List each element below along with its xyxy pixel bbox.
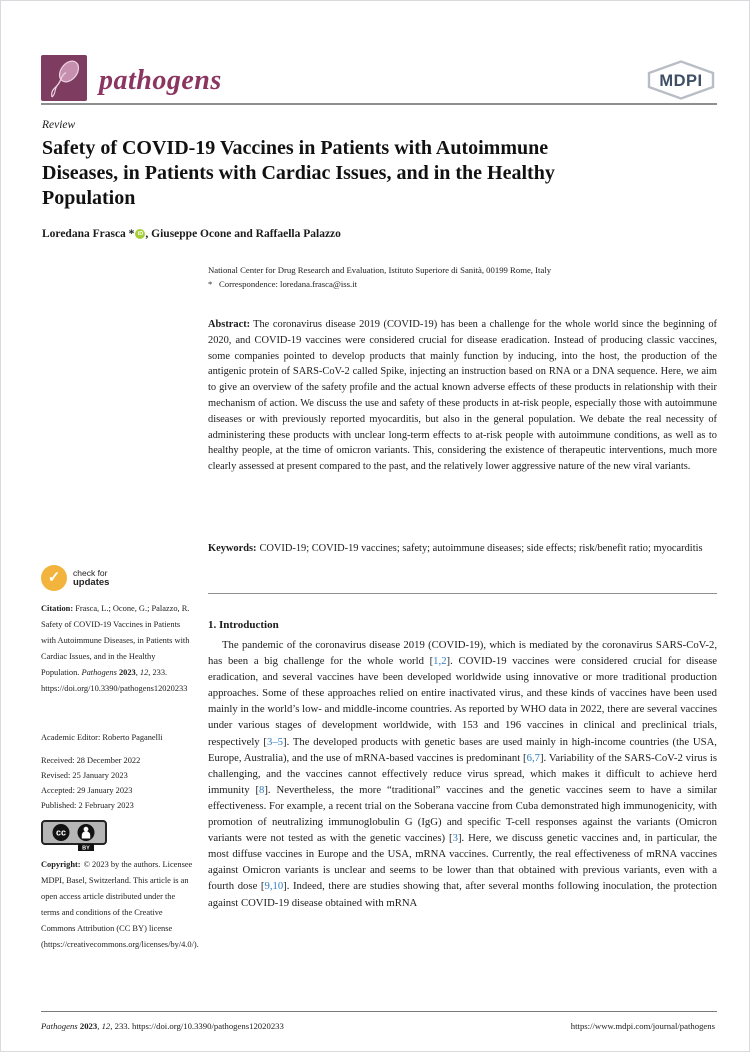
citation-ref[interactable]: 6,7 xyxy=(526,751,540,764)
copyright-text: © 2023 by the authors. Licensee MDPI, Basel, Switzerland. This article is an open access article distributed under the terms and conditions of the Creative Commons Attribution (CC BY) license (https://creativecommons.org/licenses/by/4.0/). xyxy=(41,860,199,949)
text-segment: , 233. https://doi.org/10.3390/pathogens12020233 xyxy=(110,1021,284,1031)
text-segment: Frasca, L.; Ocone, G.; Palazzo, R. Safety of COVID-19 Vaccines in Patients with Autoimmune Diseases, in Patients with Cardiac Issues, and in the Healthy Population. xyxy=(41,604,190,677)
published-date: Published: 2 February 2023 xyxy=(41,801,134,810)
academic-editor-line: Academic Editor: Roberto Paganelli xyxy=(41,733,163,742)
keywords-paragraph xyxy=(208,541,717,557)
text-segment: , xyxy=(97,1021,102,1031)
orcid-icon[interactable]: iD xyxy=(135,229,145,239)
check-updates-line1: check for xyxy=(73,567,108,578)
received-date: Received: 28 December 2022 xyxy=(41,756,141,765)
text-segment: 12 xyxy=(139,668,149,677)
text-segment: , xyxy=(135,668,140,677)
authors-line xyxy=(42,228,341,240)
abstract-paragraph xyxy=(208,317,717,475)
article-type-label: Review xyxy=(42,119,76,131)
footer-divider xyxy=(41,1011,717,1012)
text-segment: , 233. https://doi.org/10.3390/pathogens12020233 xyxy=(41,668,188,693)
text-segment: ]. Variability of the SARS-CoV-2 virus is challenging, and the vaccines cannot effectively reduce virus spread, which makes it difficult to achieve herd immunity [ xyxy=(208,751,717,796)
abstract-label: Abstract: xyxy=(208,319,251,330)
cc-by-license-badge[interactable] xyxy=(41,820,195,857)
affiliation-block xyxy=(208,264,717,291)
text-segment: Pathogens xyxy=(81,668,119,677)
text-segment: 2023 xyxy=(79,1021,98,1031)
text-segment: ]. Indeed, there are studies showing that, after several months following inoculation, the protection against COVID-19 disease obtained with mRNA xyxy=(208,880,717,909)
journal-wordmark: pathogens xyxy=(99,64,222,96)
correspondence-marker: * xyxy=(208,278,213,289)
by-label: BY xyxy=(82,845,90,851)
correspondence-email[interactable]: Correspondence: loredana.frasca@iss.it xyxy=(219,278,358,289)
text-segment: Pathogens xyxy=(41,1021,80,1031)
affiliation-text: National Center for Drug Research and Evaluation, Istituto Superiore di Sanità, 00199 Rome, Italy xyxy=(208,265,552,275)
check-updates-text xyxy=(73,569,109,588)
cc-icon: cc xyxy=(55,827,67,838)
footer-citation[interactable] xyxy=(41,1021,284,1031)
pathogen-icon xyxy=(41,55,87,106)
mdpi-wordmark: MDPI xyxy=(659,72,703,90)
text-segment: 2023 xyxy=(118,668,136,677)
keywords-divider xyxy=(208,593,717,594)
check-for-updates-badge[interactable] xyxy=(41,565,151,591)
keywords-text: COVID-19; COVID-19 vaccines; safety; autoimmune diseases; side effects; risk/benefit ratio; myocarditis xyxy=(259,543,703,554)
author-names-rest: , Giuseppe Ocone and Raffaella Palazzo xyxy=(145,228,341,240)
citation-block[interactable] xyxy=(41,601,195,697)
text-segment: 12 xyxy=(101,1021,111,1031)
pathogens-journal-logo xyxy=(41,55,222,106)
text-segment: ]. Here, we discuss genetic vaccines and, in particular, the most diffuse vaccines in Europe and the USA, mRNA vaccines. Currently, the real effectiveness of mRNA vaccines against Omicron variants is unclear and seems to be lower than that obtained with previous variants, even with a fourth dose [ xyxy=(208,832,717,893)
checkmark-icon: ✓ xyxy=(41,565,67,591)
author-name-corresponding: Loredana Frasca * xyxy=(42,228,135,240)
introduction-paragraph xyxy=(208,637,717,911)
check-updates-line2: updates xyxy=(73,577,110,588)
history-dates-block xyxy=(41,753,195,813)
mdpi-logo xyxy=(644,57,718,108)
text-segment: The pandemic of the coronavirus disease 2019 (COVID-19), which is mediated by the coronavirus SARS-CoV-2, has been a big challenge for the whole world [ xyxy=(208,639,717,668)
section-heading-introduction: 1. Introduction xyxy=(208,619,279,631)
text-segment: ]. The developed products with genetic bases are used mainly in high-income countries (the USA, Europe, Australia), and the use of mRNA-based vaccines is predominant [ xyxy=(208,735,717,764)
text-segment: ]. Nevertheless, the more “traditional” vaccines and the genetic vaccines seem to have a similar effectiveness. For example, a recent trial on the Soberana vaccine from Cuba demonstrated high immunogenicity, with promotion of neutralizing immunoglobulin G (IgG) and specific T-cell responses against the variants (Omicron variants were not tested as with the genetic vaccines) [ xyxy=(208,783,718,845)
citation-ref[interactable]: 3–5 xyxy=(266,735,284,748)
citation-ref[interactable]: 8 xyxy=(259,783,265,796)
abstract-text: The coronavirus disease 2019 (COVID-19) has been a challenge for the whole world since the beginning of 2020, and COVID-19 vaccines were considered crucial for disease eradication. Instead of producing classic vaccines, some companies pointed to develop products that mainly function by inducing, into the host, the production of the antigenic protein of SARS-CoV-2 called Spike, injecting an instruction based on RNA or a DNA sequence. Here, we aim to give an overview of the safety profile and the actual known adverse effects of these products in relationship with their mechanism of action. We discuss the use and safety of these products in at-risk people, especially those with autoimmune diseases or with previously reported myocarditis, but also in the general population. We debate the real necessity of administering these products with unclear long-term effects to at-risk people with autoimmune conditions, as well as to healthy people, at the time of omicron variants. This, considering the existence of therapeutic interventions, much more clearly assessed at present compared to the past, and the relatively lower aggressive nature of the new viral variants. xyxy=(208,319,717,473)
header-divider xyxy=(41,103,717,105)
copyright-label: Copyright: xyxy=(41,860,81,869)
citation-ref[interactable]: 1,2 xyxy=(433,655,447,668)
article-title: Safety of COVID-19 Vaccines in Patients with Autoimmune Diseases, in Patients with Cardiac Issues, and in the Healthy Population xyxy=(42,137,555,209)
revised-date: Revised: 25 January 2023 xyxy=(41,771,128,780)
footer-journal-url[interactable]: https://www.mdpi.com/journal/pathogens xyxy=(570,1021,715,1031)
text-segment: Citation: xyxy=(41,604,76,613)
citation-ref[interactable]: 9,10 xyxy=(264,880,284,893)
copyright-block xyxy=(41,857,199,953)
accepted-date: Accepted: 29 January 2023 xyxy=(41,786,133,795)
citation-ref[interactable]: 3 xyxy=(452,832,458,845)
text-segment: ]. COVID-19 vaccines were considered crucial for disease eradication, and several vaccines have been developed worldwide using innovative or more traditional production approaches. Some of these approaches relied on entire inactivated virus, and these kinds of vaccines have been used mainly in the world’s low- and middle-income countries. As reported by WHO data in 2022, there are several vaccines under various stages of development worldwide, with 153 and 196 vaccines in clinical and preclinical trials, respectively [ xyxy=(208,655,717,748)
keywords-label: Keywords: xyxy=(208,543,257,554)
